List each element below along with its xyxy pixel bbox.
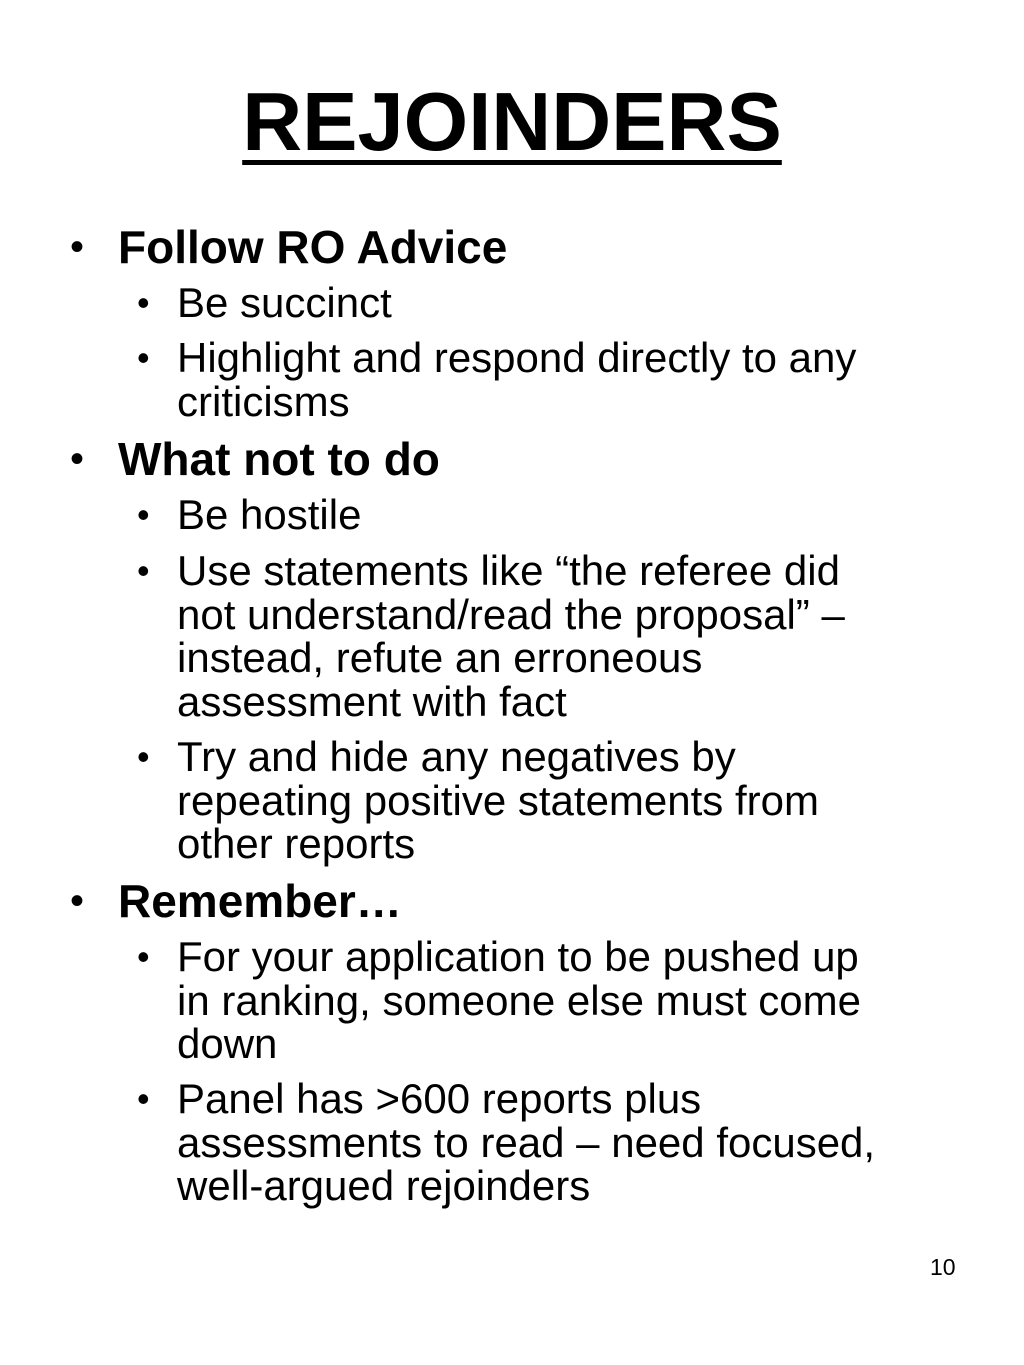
slide-title-text: REJOINDERS	[242, 75, 782, 168]
bullet-item-line: not understand/read the proposal” –	[177, 590, 845, 638]
page-number: 10	[930, 1254, 956, 1280]
bullet-item-line: in ranking, someone else must come	[177, 976, 861, 1024]
sub-bullet-icon: •	[137, 936, 150, 977]
bullet-item-line: well-argued rejoinders	[177, 1162, 591, 1210]
sub-bullet-icon: •	[137, 1078, 150, 1119]
bullet-item-line: Highlight and respond directly to any	[177, 334, 857, 381]
bullet-item-line: Use statements like “the referee did	[177, 547, 840, 594]
bullet-icon: •	[70, 225, 85, 269]
bullet-item-line: Be succinct	[177, 279, 392, 326]
bullet-item-line: repeating positive statements from	[177, 776, 819, 824]
bullet-item-line: criticisms	[177, 377, 350, 425]
sub-bullet-icon: •	[137, 494, 150, 535]
section-heading: Follow RO Advice	[118, 221, 508, 273]
bullet-item-line: other reports	[177, 820, 416, 868]
sub-bullet-icon: •	[137, 550, 150, 591]
bullet-item-line: down	[177, 1020, 278, 1068]
slide-title	[0, 72, 1024, 172]
bullet-icon: •	[70, 879, 85, 923]
section-heading: Remember…	[118, 875, 402, 927]
bullet-item-line: Be hostile	[177, 491, 362, 538]
bullet-item-line: assessments to read – need focused,	[177, 1118, 876, 1166]
bullet-icon: •	[70, 437, 85, 481]
sub-bullet-icon: •	[137, 337, 150, 378]
bullet-item-line: For your application to be pushed up	[177, 933, 859, 980]
section-heading: What not to do	[118, 433, 440, 485]
bullet-item-line: instead, refute an erroneous	[177, 634, 703, 682]
sub-bullet-icon: •	[137, 282, 150, 323]
bullet-item-line: assessment with fact	[177, 678, 567, 726]
bullet-item-line: Panel has >600 reports plus	[177, 1075, 702, 1122]
sub-bullet-icon: •	[137, 736, 150, 777]
bullet-item-line: Try and hide any negatives by	[177, 733, 736, 780]
